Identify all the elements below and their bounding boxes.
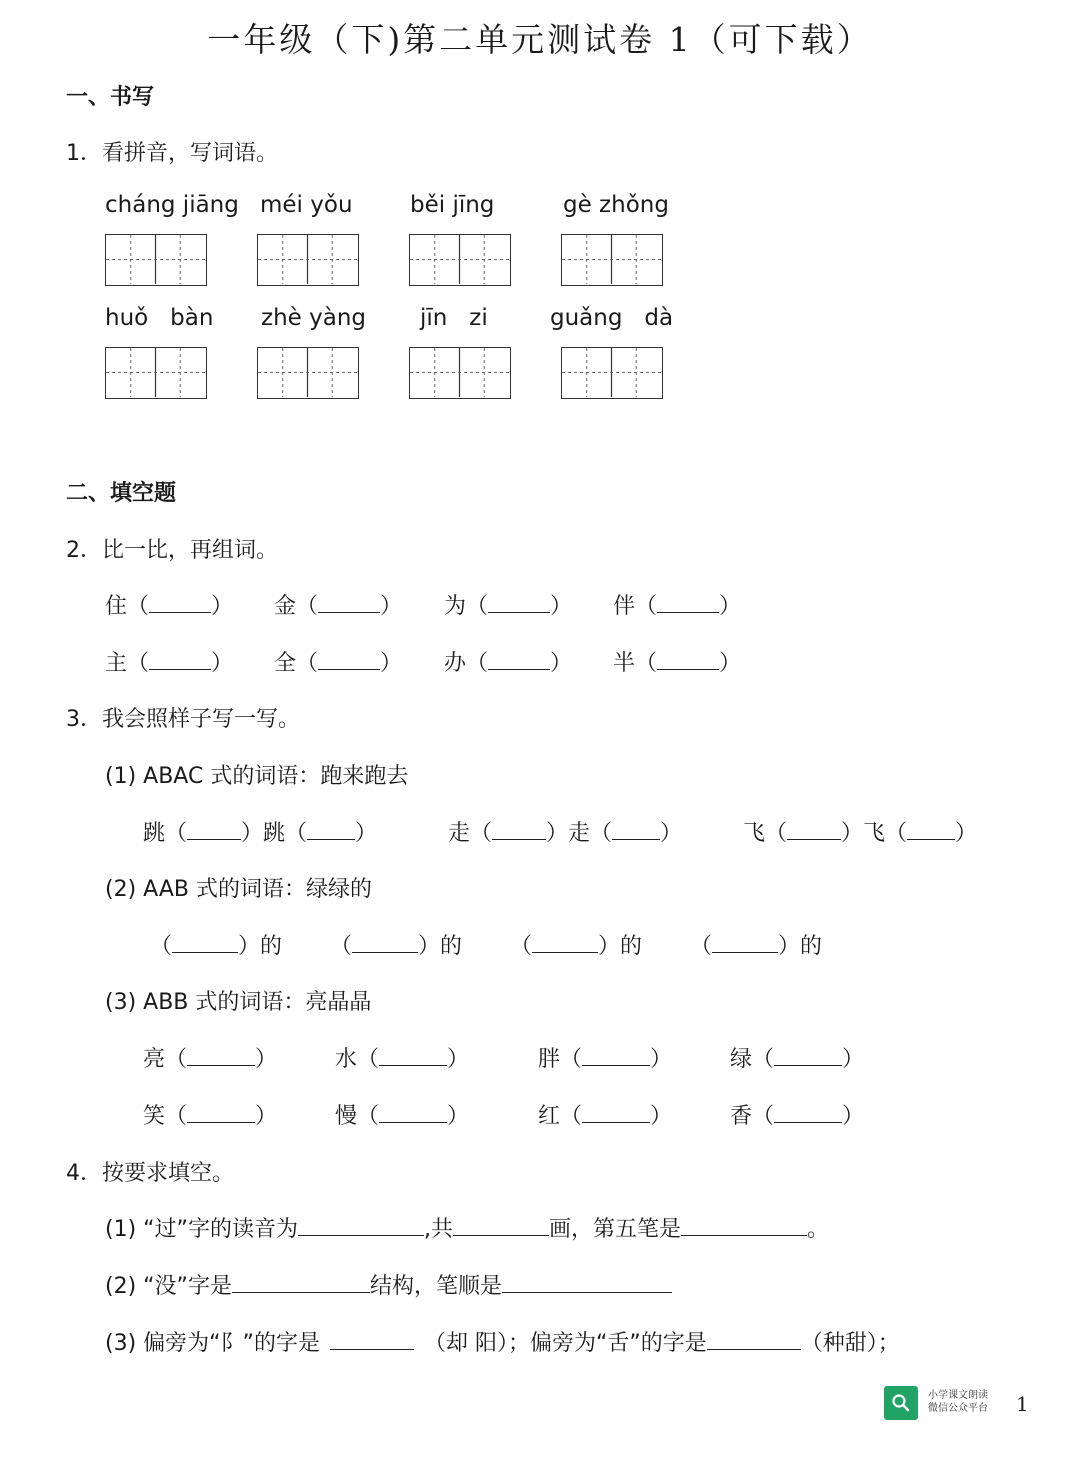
abb-close: ） [255,1104,278,1129]
abb-item [538,1042,672,1073]
q4-l2-text-b: 结构，笔顺是 [369,1274,502,1299]
answer-blank[interactable] [307,819,355,840]
compare-close: ） [719,594,742,619]
abac-close: ） [955,821,978,846]
answer-blank[interactable] [787,819,841,840]
writing-grid[interactable] [561,347,663,399]
abac-char-2: ）走（ [546,821,613,846]
abb-item [335,1042,469,1073]
compare-close: ） [211,651,234,676]
question-3-label: 3．我会照样子写一写。 [66,707,300,732]
answer-blank[interactable] [707,1329,801,1350]
answer-blank[interactable] [681,1215,807,1236]
answer-blank[interactable] [582,1045,650,1066]
answer-blank[interactable] [502,1272,672,1293]
compare-char: 办（ [444,651,489,676]
answer-blank[interactable] [774,1045,842,1066]
abb-char: 红（ [538,1104,583,1129]
abb-item [335,1099,469,1130]
search-icon [884,1386,918,1420]
abb-char: 胖（ [538,1047,583,1072]
q4-line-3 [105,1326,900,1357]
abac-char-1: 走（ [448,821,493,846]
aab-close: ）的 [778,934,823,959]
abb-close: ） [447,1104,470,1129]
compare-close: ） [380,651,403,676]
answer-blank[interactable] [187,819,241,840]
aab-item [150,929,282,960]
page-number: 1 [1016,1392,1029,1416]
answer-blank[interactable] [492,819,546,840]
abac-item [743,816,977,847]
aab-open: （ [510,934,533,959]
abb-close: ） [447,1047,470,1072]
answer-blank[interactable] [149,649,211,670]
answer-blank[interactable] [318,592,380,613]
answer-blank[interactable] [379,1102,447,1123]
question-4-label: 4．按要求填空。 [66,1161,234,1186]
pinyin-label: huǒ bàn [105,305,214,331]
badge-line-1: 小学课文朗读 [928,1390,988,1401]
section-heading-writing: 一、书写 [66,85,155,110]
abb-char: 绿（ [730,1047,775,1072]
aab-close: ）的 [598,934,643,959]
pinyin-label: méi yǒu [260,192,353,218]
answer-blank[interactable] [612,819,660,840]
aab-close: ）的 [238,934,283,959]
abb-char: 水（ [335,1047,380,1072]
compare-item [444,589,572,620]
answer-blank[interactable] [149,592,211,613]
compare-close: ） [211,594,234,619]
q3-part3-label: (3) ABB 式的词语：亮晶晶 [105,990,372,1015]
answer-blank[interactable] [657,649,719,670]
compare-char: 为（ [444,594,489,619]
compare-item [105,589,233,620]
abb-close: ） [842,1104,865,1129]
answer-blank[interactable] [379,1045,447,1066]
abb-close: ） [255,1047,278,1072]
abb-item [143,1099,277,1130]
q4-l2-text-a: (2) “没”字是 [105,1274,232,1299]
abb-char: 香（ [730,1104,775,1129]
answer-blank[interactable] [298,1215,424,1236]
compare-close: ） [719,651,742,676]
q4-l1-text-b: ,共 [423,1217,453,1242]
abb-char: 慢（ [335,1104,380,1129]
abb-close: ） [842,1047,865,1072]
compare-item [105,646,233,677]
answer-blank[interactable] [172,932,238,953]
compare-item [613,589,741,620]
writing-grid[interactable] [561,234,663,286]
answer-blank[interactable] [582,1102,650,1123]
pinyin-label: zhè yàng [261,305,366,331]
q3-part2-label: (2) AAB 式的词语：绿绿的 [105,877,372,902]
compare-close: ） [550,594,573,619]
question-2-label: 2．比一比，再组词。 [66,538,278,563]
pinyin-label: cháng jiāng [105,192,239,218]
compare-char: 金（ [274,594,319,619]
q4-line-1 [105,1212,829,1243]
writing-grid[interactable] [105,234,207,286]
abb-item [538,1099,672,1130]
compare-item [274,589,402,620]
answer-blank[interactable] [352,932,418,953]
abb-char: 亮（ [143,1047,188,1072]
abb-item [730,1042,864,1073]
q4-l3-text-a: (3) 偏旁为“阝”的字是 [105,1331,320,1356]
answer-blank[interactable] [187,1102,255,1123]
aab-open: （ [690,934,713,959]
writing-grid[interactable] [257,347,359,399]
writing-grid[interactable] [257,234,359,286]
compare-char: 半（ [613,651,658,676]
answer-blank[interactable] [488,649,550,670]
wechat-badge[interactable] [884,1386,1008,1420]
answer-blank[interactable] [532,932,598,953]
aab-item [330,929,462,960]
compare-item [274,646,402,677]
section-heading-fill-in: 二、填空题 [66,481,177,506]
aab-item [690,929,822,960]
answer-blank[interactable] [330,1329,414,1350]
question-1-label: 1．看拼音，写词语。 [66,141,278,166]
compare-item [444,646,572,677]
answer-blank[interactable] [774,1102,842,1123]
compare-close: ） [550,651,573,676]
abac-close: ） [660,821,683,846]
abb-close: ） [650,1047,673,1072]
writing-grid[interactable] [105,347,207,399]
answer-blank[interactable] [907,819,955,840]
aab-open: （ [330,934,353,959]
compare-item [613,646,741,677]
abb-close: ） [650,1104,673,1129]
badge-text [928,1389,988,1415]
abac-char-1: 飞（ [743,821,788,846]
writing-grid[interactable] [409,234,511,286]
compare-char: 主（ [105,651,150,676]
answer-blank[interactable] [712,932,778,953]
q4-line-2 [105,1269,672,1300]
abac-char-2: ）飞（ [841,821,908,846]
abac-char-2: ）跳（ [241,821,308,846]
writing-grid[interactable] [409,347,511,399]
compare-char: 全（ [274,651,319,676]
answer-blank[interactable] [488,592,550,613]
abac-close: ） [355,821,378,846]
q4-l1-text-d: 。 [806,1217,829,1242]
compare-char: 伴（ [613,594,658,619]
compare-close: ） [380,594,403,619]
abb-char: 笑（ [143,1104,188,1129]
aab-close: ）的 [418,934,463,959]
answer-blank[interactable] [453,1215,549,1236]
answer-blank[interactable] [232,1272,370,1293]
abac-char-1: 跳（ [143,821,188,846]
answer-blank[interactable] [657,592,719,613]
answer-blank[interactable] [318,649,380,670]
abac-item [143,816,377,847]
compare-char: 住（ [105,594,150,619]
page-title: 一年级（下)第二单元测试卷 1（可下载） [207,20,873,59]
q4-l3-text-b: （却 阳）；偏旁为“舌”的字是 [423,1331,707,1356]
q4-l3-text-c: （种甜）； [800,1331,900,1356]
q4-l1-text-a: (1) “过”字的读音为 [105,1217,298,1242]
aab-open: （ [150,934,173,959]
badge-line-2: 微信公众平台 [928,1403,988,1414]
abb-item [730,1099,864,1130]
abb-item [143,1042,277,1073]
pinyin-label: guǎng dà [550,305,674,331]
abac-item [448,816,682,847]
answer-blank[interactable] [187,1045,255,1066]
pinyin-label: gè zhǒng [563,192,669,218]
pinyin-label: běi jīng [410,192,495,218]
aab-item [510,929,642,960]
q4-l1-text-c: 画，第五笔是 [548,1217,681,1242]
q3-part1-label: (1) ABAC 式的词语：跑来跑去 [105,764,409,789]
pinyin-label: jīn zi [420,305,488,331]
